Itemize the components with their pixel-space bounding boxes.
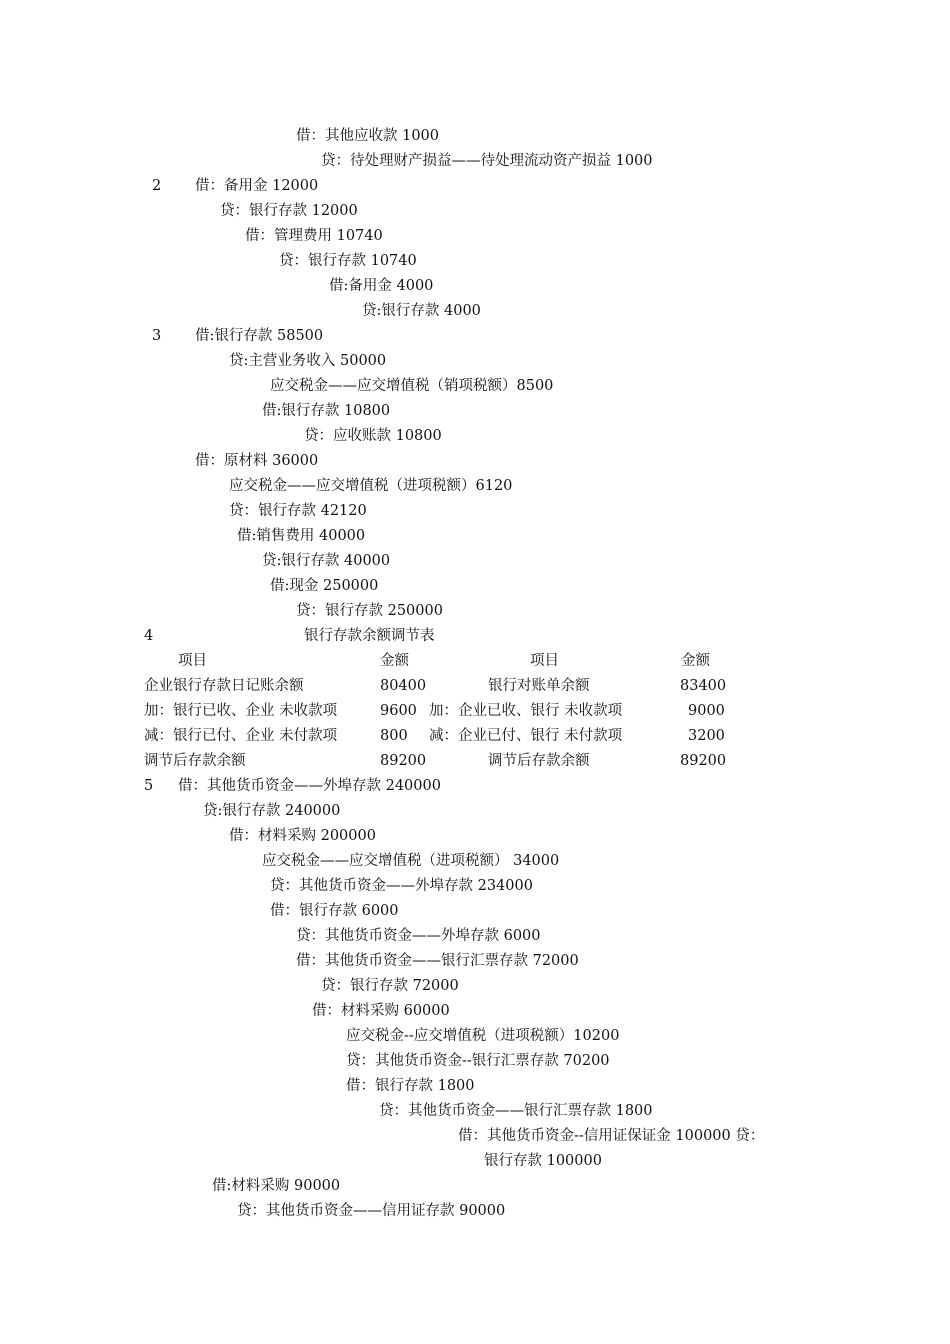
- entry-line: 借:银行存款 58500: [195, 328, 324, 344]
- table-header: 金额: [681, 653, 710, 669]
- table-header: 项目: [178, 653, 207, 669]
- entry-line: 贷：银行存款 42120: [229, 503, 367, 519]
- table-cell: 800: [380, 728, 408, 744]
- entry-line: 借：其他货币资金——银行汇票存款 72000: [296, 953, 579, 969]
- table-cell: 加：企业已收、银行 未收款项: [429, 703, 623, 719]
- entry-line: 借:备用金 4000: [329, 278, 434, 294]
- entry-line: 应交税金——应交增值税（销项税额）8500: [270, 378, 554, 394]
- entry-line: 借:银行存款 10800: [262, 403, 391, 419]
- table-cell: 9000: [688, 703, 725, 719]
- item-number: 5: [144, 778, 154, 794]
- table-cell: 调节后存款余额: [144, 753, 246, 769]
- table-cell: 银行对账单余额: [488, 678, 590, 694]
- entry-line: 借：其他货币资金--信用证保证金 100000 贷：: [458, 1128, 765, 1144]
- entry-line: 借:销售费用 40000: [237, 528, 366, 544]
- entry-line: 贷:银行存款 40000: [262, 553, 391, 569]
- entry-line: 借：银行存款 1800: [346, 1078, 475, 1094]
- entry-line: 借：备用金 12000: [195, 178, 319, 194]
- entry-line: 贷：银行存款 72000: [321, 978, 459, 994]
- entry-line: 贷：其他货币资金——信用证存款 90000: [237, 1203, 506, 1219]
- entry-line: 借：材料采购 200000: [229, 828, 376, 844]
- entry-line: 贷:银行存款 4000: [362, 303, 481, 319]
- table-header: 金额: [380, 653, 409, 669]
- table-cell: 3200: [688, 728, 725, 744]
- table-cell: 80400: [380, 678, 427, 694]
- entry-line: 应交税金——应交增值税（进项税额）6120: [229, 478, 513, 494]
- entry-line: 贷:银行存款 240000: [203, 803, 341, 819]
- table-cell: 89200: [680, 753, 727, 769]
- entry-line: 银行存款 100000: [484, 1153, 602, 1169]
- table-cell: 83400: [680, 678, 727, 694]
- item-number: 4: [144, 628, 154, 644]
- entry-line: 借：材料采购 60000: [312, 1003, 450, 1019]
- entry-line: 贷：其他货币资金——外埠存款 6000: [296, 928, 541, 944]
- entry-line: 借：原材料 36000: [195, 453, 319, 469]
- item-number: 2: [152, 178, 162, 194]
- entry-line: 借：管理费用 10740: [245, 228, 383, 244]
- entry-line: 应交税金——应交增值税（进项税额） 34000: [262, 853, 560, 869]
- entry-line: 贷：应收账款 10800: [304, 428, 442, 444]
- entry-line: 贷:主营业务收入 50000: [229, 353, 387, 369]
- table-cell: 9600: [380, 703, 417, 719]
- entry-line: 借:现金 250000: [270, 578, 379, 594]
- table-cell: 加：银行已收、企业 未收款项: [144, 703, 338, 719]
- entry-line: 借：其他应收款 1000: [296, 128, 440, 144]
- entry-line: 贷：其他货币资金——外埠存款 234000: [270, 878, 533, 894]
- table-cell: 减：银行已付、企业 未付款项: [144, 728, 338, 744]
- table-cell: 89200: [380, 753, 427, 769]
- entry-line: 借:材料采购 90000: [212, 1178, 341, 1194]
- entry-line: 贷：其他货币资金--银行汇票存款 70200: [346, 1053, 610, 1069]
- entry-line: 借：银行存款 6000: [270, 903, 399, 919]
- item-number: 3: [152, 328, 162, 344]
- table-title: 银行存款余额调节表: [304, 628, 435, 644]
- table-cell: 调节后存款余额: [488, 753, 590, 769]
- entry-line: 贷：银行存款 250000: [296, 603, 443, 619]
- table-header: 项目: [530, 653, 559, 669]
- entry-line: 贷：其他货币资金——银行汇票存款 1800: [379, 1103, 653, 1119]
- entry-line: 应交税金--应交增值税（进项税额）10200: [346, 1028, 620, 1044]
- table-cell: 企业银行存款日记账余额: [144, 678, 304, 694]
- entry-line: 贷：银行存款 12000: [220, 203, 358, 219]
- table-cell: 减：企业已付、银行 未付款项: [429, 728, 623, 744]
- entry-line: 贷：待处理财产损益——待处理流动资产损益 1000: [321, 153, 653, 169]
- entry-line: 贷：银行存款 10740: [279, 253, 417, 269]
- entry-line: 借：其他货币资金——外埠存款 240000: [178, 778, 441, 794]
